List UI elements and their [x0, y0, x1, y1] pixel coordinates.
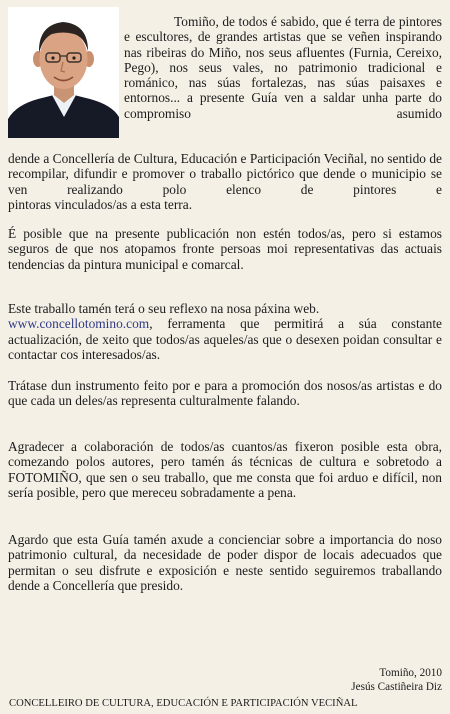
paragraph-intro-continued — [8, 151, 442, 212]
paragraph-closing: Agardo que esta Guía tamén axude a concienciar sobre a importancia do noso patrimonio cultural, da necesidade de poder dispor de locais adecuados que permitan o seu disfrute e exposición e neste sentido seguiremos traballando dende a Concellería que presido. — [8, 532, 442, 593]
signature-name: Jesús Castiñeira Diz — [351, 681, 442, 693]
paragraph-website-rest: , ferramenta que permitirá a súa constante actualización, de xeito que todos/as aqueles/as que o desexen poidan consultar e contactar cos interesados/as. — [8, 316, 442, 362]
website-link[interactable]: www.concellotomino.com — [8, 316, 150, 332]
portrait-illustration — [8, 7, 119, 138]
paragraph-intro-continued-main: dende a Concellería de Cultura, Educación e Participación Veciñal, no sentido de recompilar, difundir e promover o traballo pictórico que dende o municipio se ven realizando polo elenco de pintores e — [8, 151, 442, 197]
signature-title: CONCELLEIRO DE CULTURA, EDUCACIÓN E PARTICIPACIÓN VECIÑAL — [9, 698, 358, 709]
paragraph-website-intro: Este traballo tamén terá o seu reflexo na nosa páxina web. — [8, 301, 320, 316]
signature-place-date: Tomiño, 2010 — [379, 667, 442, 679]
paragraph-intro-top: Tomiño, de todos é sabido, que é terra de pintores e escultores, de grandes artistas que se veñen inspirando nas ribeiras do Miño, nos seus afluentes (Furnia, Cereixo, Pego), nos seus vales, no patrimonio tradicional e románico, nas súas fortalezas, nas súas paisaxes e entornos... a presente Guía ven a saldar unha parte do compromiso asumido — [124, 14, 442, 121]
paragraph-acknowledgements: Agradecer a colaboración de todos/as cuantos/as fixeron posible esta obra, comezando polos autores, pero tamén ás técnicas de cultura e sobretodo a FOTOMIÑO, que sen o seu traballo, que me consta que foi arduo e difícil, non sería posible, pero que mereceu sobradamente a pena. — [8, 439, 442, 500]
paragraph-website — [8, 301, 442, 362]
paragraph-purpose: Trátase dun instrumento feito por e para a promoción dos nosos/as artistas e do que cada un deles/as representa culturalmente falando. — [8, 378, 442, 409]
paragraph-intro-continued-last: pintoras vinculados/as a esta terra. — [8, 196, 193, 212]
author-portrait-photo — [8, 7, 119, 138]
paragraph-publication-scope: É posible que na presente publicación non estén todos/as, pero si estamos seguros de que nos atopamos fronte persoas moi representativas das actuais tendencias da pintura municipal e comarcal. — [8, 226, 442, 272]
